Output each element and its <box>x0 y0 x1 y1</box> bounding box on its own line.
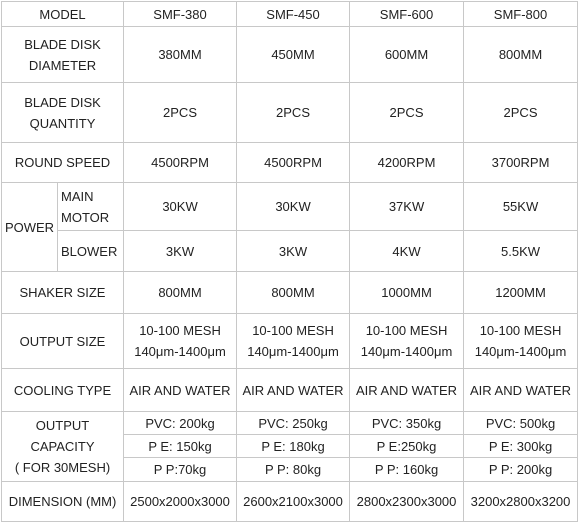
value-cell: AIR AND WATER <box>237 369 350 412</box>
power-label: POWER <box>2 183 58 272</box>
value-cell: 1200MM <box>464 272 578 314</box>
spec-table <box>1 1 578 522</box>
label-line: QUANTITY <box>29 115 96 131</box>
round-speed-label: ROUND SPEED <box>2 143 124 183</box>
shaker-size-label: SHAKER SIZE <box>2 272 124 314</box>
value-cell: AIR AND WATER <box>124 369 237 412</box>
value-cell: AIR AND WATER <box>350 369 464 412</box>
value-cell: 2PCS <box>237 83 350 143</box>
output-size-label: OUTPUT SIZE <box>2 314 124 369</box>
model-row <box>2 2 578 27</box>
value-cell: 30KW <box>124 183 237 231</box>
value-cell <box>237 314 350 369</box>
value-cell: 1000MM <box>350 272 464 314</box>
dimension-label: DIMENSION (MM) <box>2 482 124 522</box>
micron-range: 140μm-1400μm <box>474 344 567 359</box>
model-label: MODEL <box>2 2 124 27</box>
value-cell: 3200x2800x3200 <box>464 482 578 522</box>
model-name: SMF-450 <box>237 2 350 27</box>
value-cell: PVC: 350kg <box>350 412 464 435</box>
value-cell: P P: 200kg <box>464 458 578 482</box>
value-cell: 55KW <box>464 183 578 231</box>
blade-disk-quantity-label <box>2 83 124 143</box>
value-cell: 4KW <box>350 231 464 272</box>
output-capacity-label <box>2 412 124 482</box>
label-line: MAIN <box>61 188 94 204</box>
main-motor-label <box>58 183 124 231</box>
label-line: OUTPUT <box>35 418 90 433</box>
value-cell: 5.5KW <box>464 231 578 272</box>
value-cell: P E:250kg <box>350 435 464 458</box>
value-cell: P E: 180kg <box>237 435 350 458</box>
output-size-row <box>2 314 578 369</box>
micron-range: 140μm-1400μm <box>247 344 339 359</box>
value-cell: 3KW <box>237 231 350 272</box>
dimension-row <box>2 482 578 522</box>
value-cell: 2600x2100x3000 <box>237 482 350 522</box>
mesh-range: 10-100 MESH <box>479 323 562 338</box>
model-name: SMF-800 <box>464 2 578 27</box>
value-cell: 2PCS <box>124 83 237 143</box>
power-main-motor-row <box>2 183 578 231</box>
label-line: BLADE DISK <box>24 94 101 110</box>
blower-label: BLOWER <box>58 231 124 272</box>
blade-disk-diameter-row <box>2 27 578 83</box>
value-cell: 3KW <box>124 231 237 272</box>
value-cell: 2PCS <box>350 83 464 143</box>
blade-disk-diameter-label <box>2 27 124 83</box>
value-cell: 4500RPM <box>237 143 350 183</box>
value-cell: 380MM <box>124 27 237 83</box>
value-cell: 800MM <box>237 272 350 314</box>
mesh-range: 10-100 MESH <box>252 323 334 338</box>
label-line: MOTOR <box>61 209 110 225</box>
value-cell: 800MM <box>464 27 578 83</box>
value-cell: 600MM <box>350 27 464 83</box>
cooling-type-label: COOLING TYPE <box>2 369 124 412</box>
shaker-size-row <box>2 272 578 314</box>
value-cell: 30KW <box>237 183 350 231</box>
value-cell: 800MM <box>124 272 237 314</box>
value-cell: 37KW <box>350 183 464 231</box>
power-blower-row <box>2 231 578 272</box>
round-speed-row <box>2 143 578 183</box>
value-cell: 4500RPM <box>124 143 237 183</box>
value-cell: 2800x2300x3000 <box>350 482 464 522</box>
micron-range: 140μm-1400μm <box>134 344 226 359</box>
value-cell: AIR AND WATER <box>464 369 578 412</box>
value-cell: P P:70kg <box>124 458 237 482</box>
micron-range: 140μm-1400μm <box>360 344 453 359</box>
capacity-pvc-row <box>2 412 578 435</box>
value-cell: 4200RPM <box>350 143 464 183</box>
value-cell: P P: 160kg <box>350 458 464 482</box>
label-line: DIAMETER <box>28 57 97 73</box>
value-cell: PVC: 500kg <box>464 412 578 435</box>
value-cell <box>350 314 464 369</box>
mesh-range: 10-100 MESH <box>139 323 221 338</box>
label-line: CAPACITY <box>30 439 95 454</box>
blade-disk-quantity-row <box>2 83 578 143</box>
value-cell: 450MM <box>237 27 350 83</box>
label-line: BLADE DISK <box>24 36 101 52</box>
value-cell: P E: 300kg <box>464 435 578 458</box>
label-line: ( FOR 30MESH) <box>14 460 111 475</box>
value-cell: PVC: 200kg <box>124 412 237 435</box>
value-cell: P E: 150kg <box>124 435 237 458</box>
cooling-type-row <box>2 369 578 412</box>
value-cell: 2PCS <box>464 83 578 143</box>
value-cell: 3700RPM <box>464 143 578 183</box>
value-cell: 2500x2000x3000 <box>124 482 237 522</box>
value-cell: P P: 80kg <box>237 458 350 482</box>
mesh-range: 10-100 MESH <box>365 323 448 338</box>
value-cell <box>464 314 578 369</box>
model-name: SMF-380 <box>124 2 237 27</box>
value-cell: PVC: 250kg <box>237 412 350 435</box>
model-name: SMF-600 <box>350 2 464 27</box>
value-cell <box>124 314 237 369</box>
